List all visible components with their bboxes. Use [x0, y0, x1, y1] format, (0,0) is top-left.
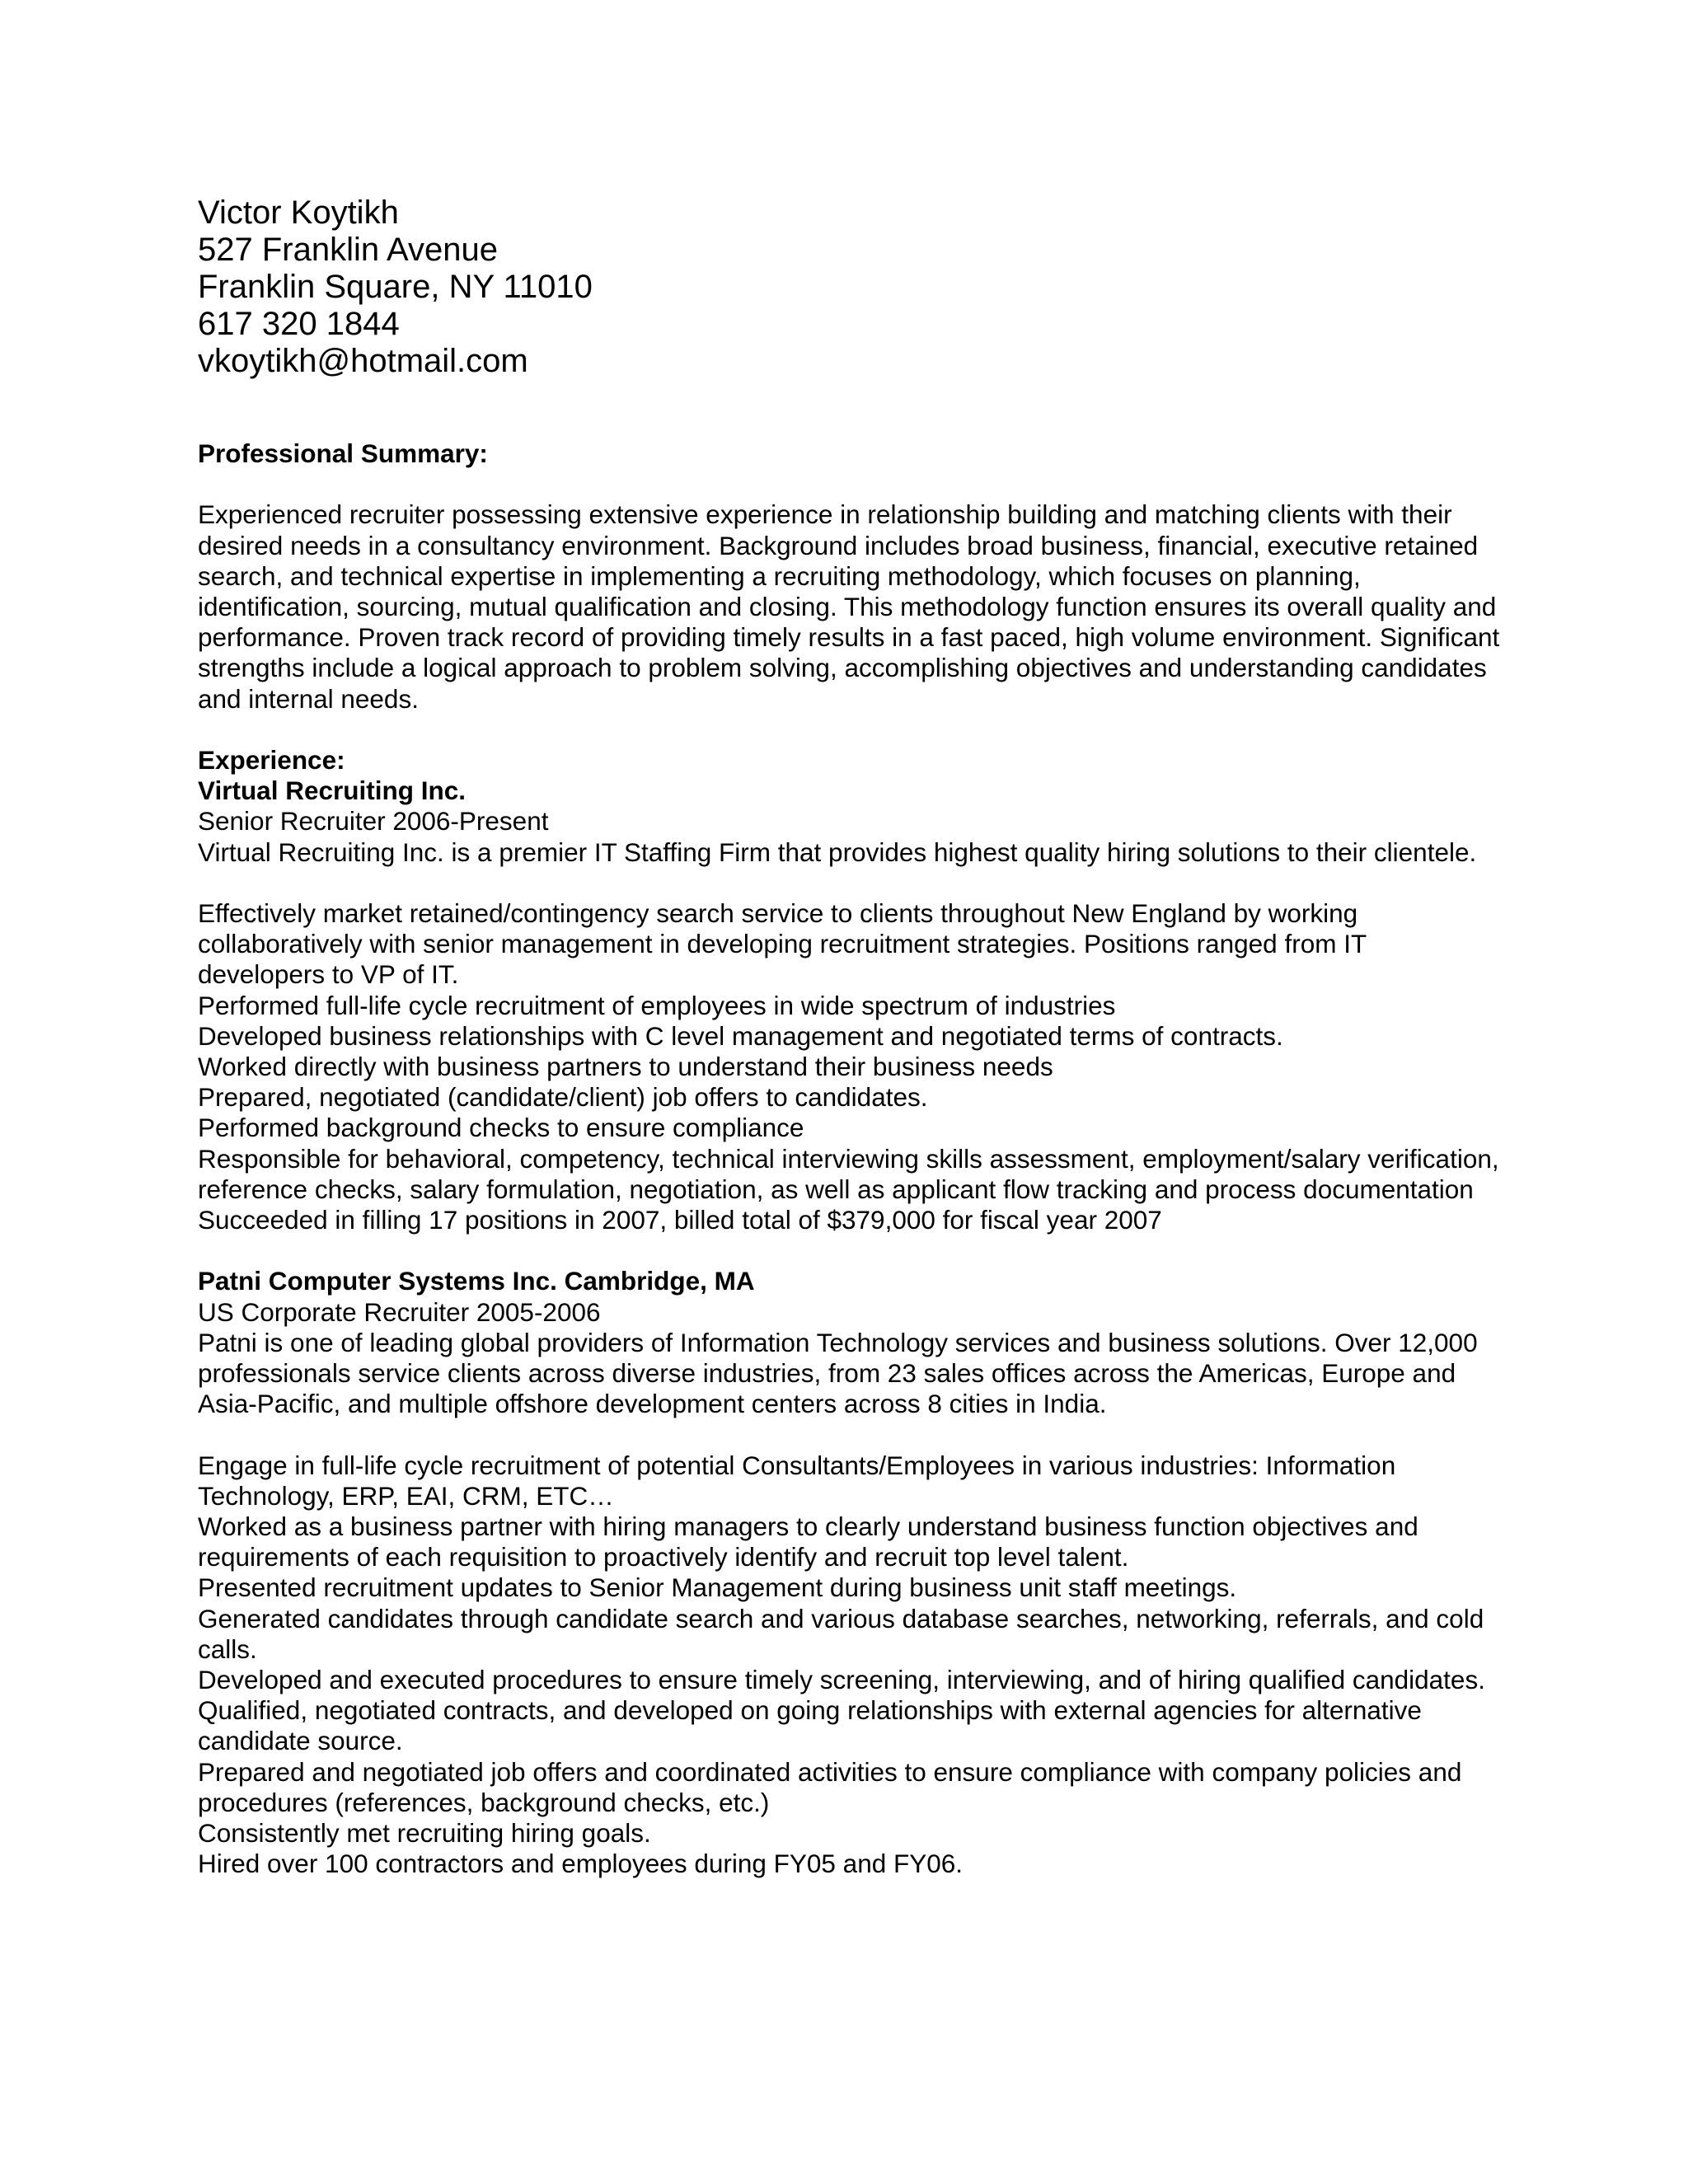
contact-phone: 617 320 1844 [198, 306, 400, 342]
job-duty: Succeeded in filling 17 positions in 2007, billed total of $379,000 for fiscal year 2007 [198, 1205, 1162, 1235]
job-company: Virtual Recruiting Inc. [198, 776, 466, 806]
job-company: Patni Computer Systems Inc. Cambridge, MA [198, 1266, 755, 1296]
job-duty: Engage in full-life cycle recruitment of potential Consultants/Employees in various industries: Information Technology, ERP, EAI, CRM, ETC… [198, 1450, 1396, 1511]
job-duty: Consistently met recruiting hiring goals. [198, 1818, 651, 1849]
job-title: Senior Recruiter 2006-Present [198, 806, 549, 837]
job-duty: Worked as a business partner with hiring managers to clearly understand business function objectives and requirements of each requisition to proactively identify and recruit top level talent. [198, 1511, 1418, 1572]
job-title: US Corporate Recruiter 2005-2006 [198, 1296, 601, 1327]
job-duty: Generated candidates through candidate search and various database searches, networking, referrals, and cold calls. [198, 1603, 1484, 1664]
contact-block [198, 194, 593, 380]
contact-name: Victor Koytikh [198, 194, 399, 231]
job-virtual-recruiting [198, 776, 1500, 1235]
job-duty: Hired over 100 contractors and employees during FY05 and FY06. [198, 1849, 964, 1879]
job-duty: Responsible for behavioral, competency, technical interviewing skills assessment, employment/salary verification, reference checks, salary formulation, negotiation, as well as applicant flow tracking and process documentation [198, 1143, 1499, 1204]
job-duty: Developed business relationships with C level management and negotiated terms of contracts. [198, 1020, 1283, 1051]
job-duty: Qualified, negotiated contracts, and developed on going relationships with external agencies for alternative candidate source. [198, 1695, 1422, 1756]
resume-body [198, 438, 1500, 1879]
job-patni [198, 1266, 1500, 1879]
job-description: Virtual Recruiting Inc. is a premier IT Staffing Firm that provides highest quality hiring solutions to their clientele. [198, 837, 1477, 867]
job-duty: Performed full-life cycle recruitment of employees in wide spectrum of industries [198, 990, 1116, 1020]
summary-text: Experienced recruiter possessing extensive experience in relationship building and matching clients with their desired needs in a consultancy environment. Background includes broad business, financial, executive retained search, and technical expertise in implementing a recruiting methodology, which focuses on planning, identification, sourcing, mutual qualification and closing. This methodology function ensures its overall quality and performance. Proven track record of providing timely results in a fast paced, high volume environment. Significant strengths include a logical approach to problem solving, accomplishing objectives and understanding candidates and internal needs. [198, 499, 1500, 714]
contact-street: 527 Franklin Avenue [198, 232, 498, 268]
job-description: Patni is one of leading global providers of Information Technology services and business solutions. Over 12,000 professionals service clients across diverse industries, from 23 sales offices across the Americas, Europe and Asia-Pacific, and multiple offshore development centers across 8 cities in India. [198, 1327, 1478, 1419]
job-duty: Prepared, negotiated (candidate/client) job offers to candidates. [198, 1082, 928, 1113]
job-duty: Developed and executed procedures to ensure timely screening, interviewing, and of hiring qualified candidates. [198, 1665, 1485, 1695]
contact-email: vkoytikh@hotmail.com [198, 343, 528, 379]
job-duty: Presented recruitment updates to Senior Management during business unit staff meetings. [198, 1572, 1237, 1603]
summary-heading: Professional Summary: [198, 438, 488, 468]
job-duty: Performed background checks to ensure compliance [198, 1113, 804, 1143]
job-duty: Effectively market retained/contingency search service to clients throughout New England by working collaboratively with senior management in developing recruitment strategies. Positions ranged from IT developers to VP of IT. [198, 898, 1367, 990]
job-duty: Worked directly with business partners to understand their business needs [198, 1052, 1053, 1082]
job-duty: Prepared and negotiated job offers and coordinated activities to ensure compliance with company policies and procedures (references, background checks, etc.) [198, 1756, 1462, 1817]
contact-city: Franklin Square, NY 11010 [198, 269, 593, 305]
experience-heading: Experience: [198, 745, 345, 775]
